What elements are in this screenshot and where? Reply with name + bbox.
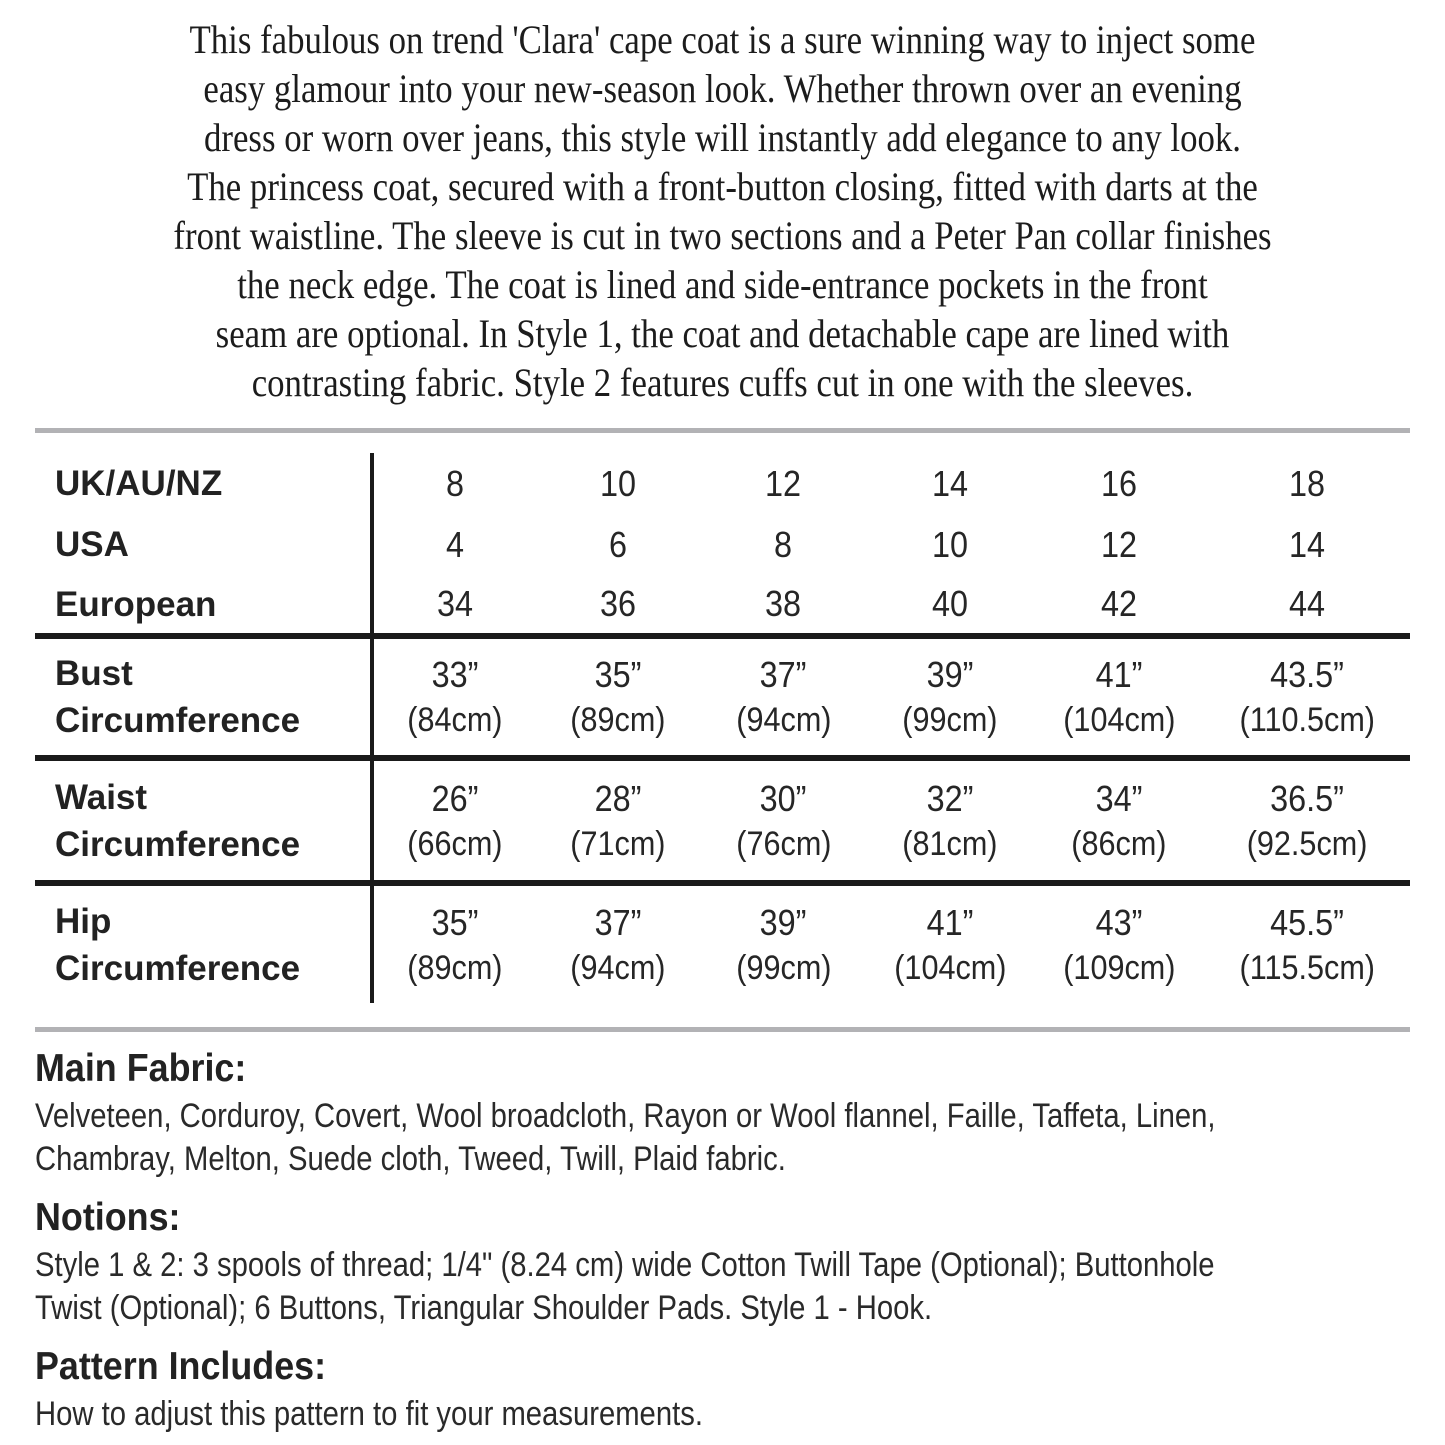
cm-value: (104cm): [893, 948, 1007, 987]
size-value-cell: 18: [1289, 462, 1326, 504]
inches-value: 41”: [926, 901, 974, 943]
cm-value: (89cm): [570, 701, 666, 739]
row-label-line: Hip: [55, 901, 112, 941]
row-label-uk-au-nz: UK/AU/NZ: [35, 453, 372, 514]
inches-value: 37”: [760, 654, 807, 695]
measurement-cell: [867, 883, 1033, 1003]
inches-value: 37”: [594, 901, 642, 943]
size-value-cell: 44: [1205, 575, 1410, 636]
pattern-includes-heading-text: Pattern Includes:: [35, 1345, 327, 1388]
product-description: [35, 15, 1410, 407]
description-line: seam are optional. In Style 1, the coat and detachable cape are lined with: [215, 311, 1230, 356]
size-value-cell: 8: [774, 523, 793, 565]
row-label-line: Waist: [55, 777, 148, 817]
row-label-bust-circumference: [35, 636, 372, 758]
cm-value: (104cm): [1062, 701, 1176, 739]
measurement-cell: [1205, 758, 1410, 883]
description-line: easy glamour into your new-season look. Whether thrown over an evening: [203, 66, 1242, 111]
notions-heading: [35, 1195, 1410, 1241]
measurement-cell: [700, 883, 867, 1003]
description-line: This fabulous on trend 'Clara' cape coat is a sure winning way to inject some: [189, 17, 1256, 62]
cm-value: (109cm): [1062, 948, 1176, 987]
cm-value: (115.5cm): [1239, 948, 1376, 987]
pattern-includes-line: How to adjust this pattern to fit your measurements.: [35, 1395, 703, 1433]
inches-value: 35”: [594, 654, 642, 695]
table-row-bust: [35, 636, 1410, 758]
inches-value: 45.5”: [1270, 901, 1345, 943]
description-line: The princess coat, secured with a front-button closing, fitted with darts at the: [187, 164, 1258, 209]
pattern-includes-heading: [35, 1344, 1410, 1390]
notions-line: Style 1 & 2: 3 spools of thread; 1/4" (8.24 cm) wide Cotton Twill Tape (Optional); Buttonhole: [35, 1246, 1215, 1284]
measurement-cell: [867, 636, 1033, 758]
inches-value: 26”: [431, 777, 479, 819]
measurement-cell: [536, 883, 700, 1003]
size-value-cell: 8: [445, 462, 465, 504]
section-pattern-includes: [35, 1344, 1410, 1436]
description-line: the neck edge. The coat is lined and side-entrance pockets in the front: [237, 262, 1208, 307]
description-line: contrasting fabric. Style 2 features cuffs cut in one with the sleeves.: [251, 360, 1194, 405]
measurement-cell: [1033, 636, 1205, 758]
cm-value: (81cm): [902, 824, 998, 863]
inches-value: 33”: [431, 654, 479, 695]
cm-value: (76cm): [735, 824, 832, 863]
row-label-usa: USA: [35, 514, 372, 575]
measurement-cell: [1033, 883, 1205, 1003]
cm-value: (110.5cm): [1239, 701, 1376, 739]
notions-heading-text: Notions:: [35, 1196, 181, 1239]
inches-value: 41”: [1095, 654, 1143, 695]
measurement-cell: [372, 636, 536, 758]
size-value-cell: 14: [1289, 523, 1326, 565]
size-value-cell: 4: [445, 523, 465, 565]
size-value-cell: 40: [867, 575, 1033, 636]
row-label-line: Bust: [55, 654, 133, 693]
cm-value: (86cm): [1071, 824, 1167, 863]
cm-value: (99cm): [902, 701, 998, 739]
table-row-uk-au-nz: [35, 453, 1410, 514]
inches-value: 35”: [431, 901, 479, 943]
size-value-cell: 10: [599, 462, 637, 504]
size-value-cell: 12: [765, 462, 802, 504]
inches-value: 39”: [760, 901, 807, 943]
inches-value: 43”: [1095, 901, 1143, 943]
cm-value: (71cm): [570, 824, 666, 863]
inches-value: 30”: [760, 777, 807, 819]
size-value-cell: 12: [1100, 523, 1138, 565]
measurement-cell: [700, 758, 867, 883]
table-row-waist: [35, 758, 1410, 883]
table-row-usa: [35, 514, 1410, 575]
measurement-cell: [1205, 883, 1410, 1003]
inches-value: 28”: [594, 777, 642, 819]
section-main-fabric: [35, 1046, 1410, 1181]
cm-value: (94cm): [570, 948, 666, 987]
cm-value: (89cm): [407, 948, 503, 987]
main-fabric-heading: [35, 1046, 1410, 1092]
measurement-cell: [1033, 758, 1205, 883]
section-notions: [35, 1195, 1410, 1330]
inches-value: 34”: [1095, 777, 1143, 819]
main-fabric-heading-text: Main Fabric:: [35, 1047, 247, 1090]
fabric-list-line: Velveteen, Corduroy, Covert, Wool broadcloth, Rayon or Wool flannel, Faille, Taffeta, Linen,: [35, 1097, 1216, 1135]
cm-value: (66cm): [407, 824, 503, 863]
inches-value: 39”: [926, 654, 974, 695]
size-value-cell: 16: [1100, 462, 1138, 504]
table-row-hip: [35, 883, 1410, 1003]
cm-value: (94cm): [735, 701, 832, 739]
inches-value: 36.5”: [1270, 777, 1345, 819]
measurement-cell: [867, 758, 1033, 883]
measurement-cell: [372, 883, 536, 1003]
table-row-european: [35, 575, 1410, 636]
size-value-cell: 14: [931, 462, 969, 504]
fabric-list-line: Chambray, Melton, Suede cloth, Tweed, Twill, Plaid fabric.: [35, 1140, 786, 1178]
row-label-hip-circumference: [35, 883, 372, 1003]
row-label-line: Circumference: [55, 824, 301, 864]
bottom-divider: [35, 1027, 1410, 1032]
measurement-cell: [1205, 636, 1410, 758]
row-label-european: European: [35, 575, 372, 636]
notions-line: Twist (Optional); 6 Buttons, Triangular Shoulder Pads. Style 1 - Hook.: [35, 1289, 933, 1327]
measurement-cell: [536, 636, 700, 758]
inches-value: 32”: [926, 777, 974, 819]
measurement-cell: [700, 636, 867, 758]
measurement-cell: [372, 758, 536, 883]
description-line: front waistline. The sleeve is cut in two sections and a Peter Pan collar finishes: [173, 213, 1272, 258]
top-divider: [35, 428, 1410, 433]
cm-value: (92.5cm): [1247, 824, 1368, 863]
measurement-cell: [536, 758, 700, 883]
size-value-cell: 42: [1033, 575, 1205, 636]
size-value-cell: 36: [536, 575, 700, 636]
size-value-cell: 10: [931, 523, 969, 565]
row-label-line: Circumference: [55, 948, 301, 988]
size-value-cell: 38: [700, 575, 867, 636]
size-value-cell: 6: [608, 523, 628, 565]
cm-value: (99cm): [735, 948, 832, 987]
size-chart-table: [35, 453, 1410, 1003]
inches-value: 43.5”: [1270, 654, 1345, 695]
row-label-waist-circumference: [35, 758, 372, 883]
row-label-line: Circumference: [55, 701, 301, 740]
size-value-cell: 34: [372, 575, 536, 636]
cm-value: (84cm): [407, 701, 503, 739]
description-line: dress or worn over jeans, this style will instantly add elegance to any look.: [203, 115, 1241, 160]
